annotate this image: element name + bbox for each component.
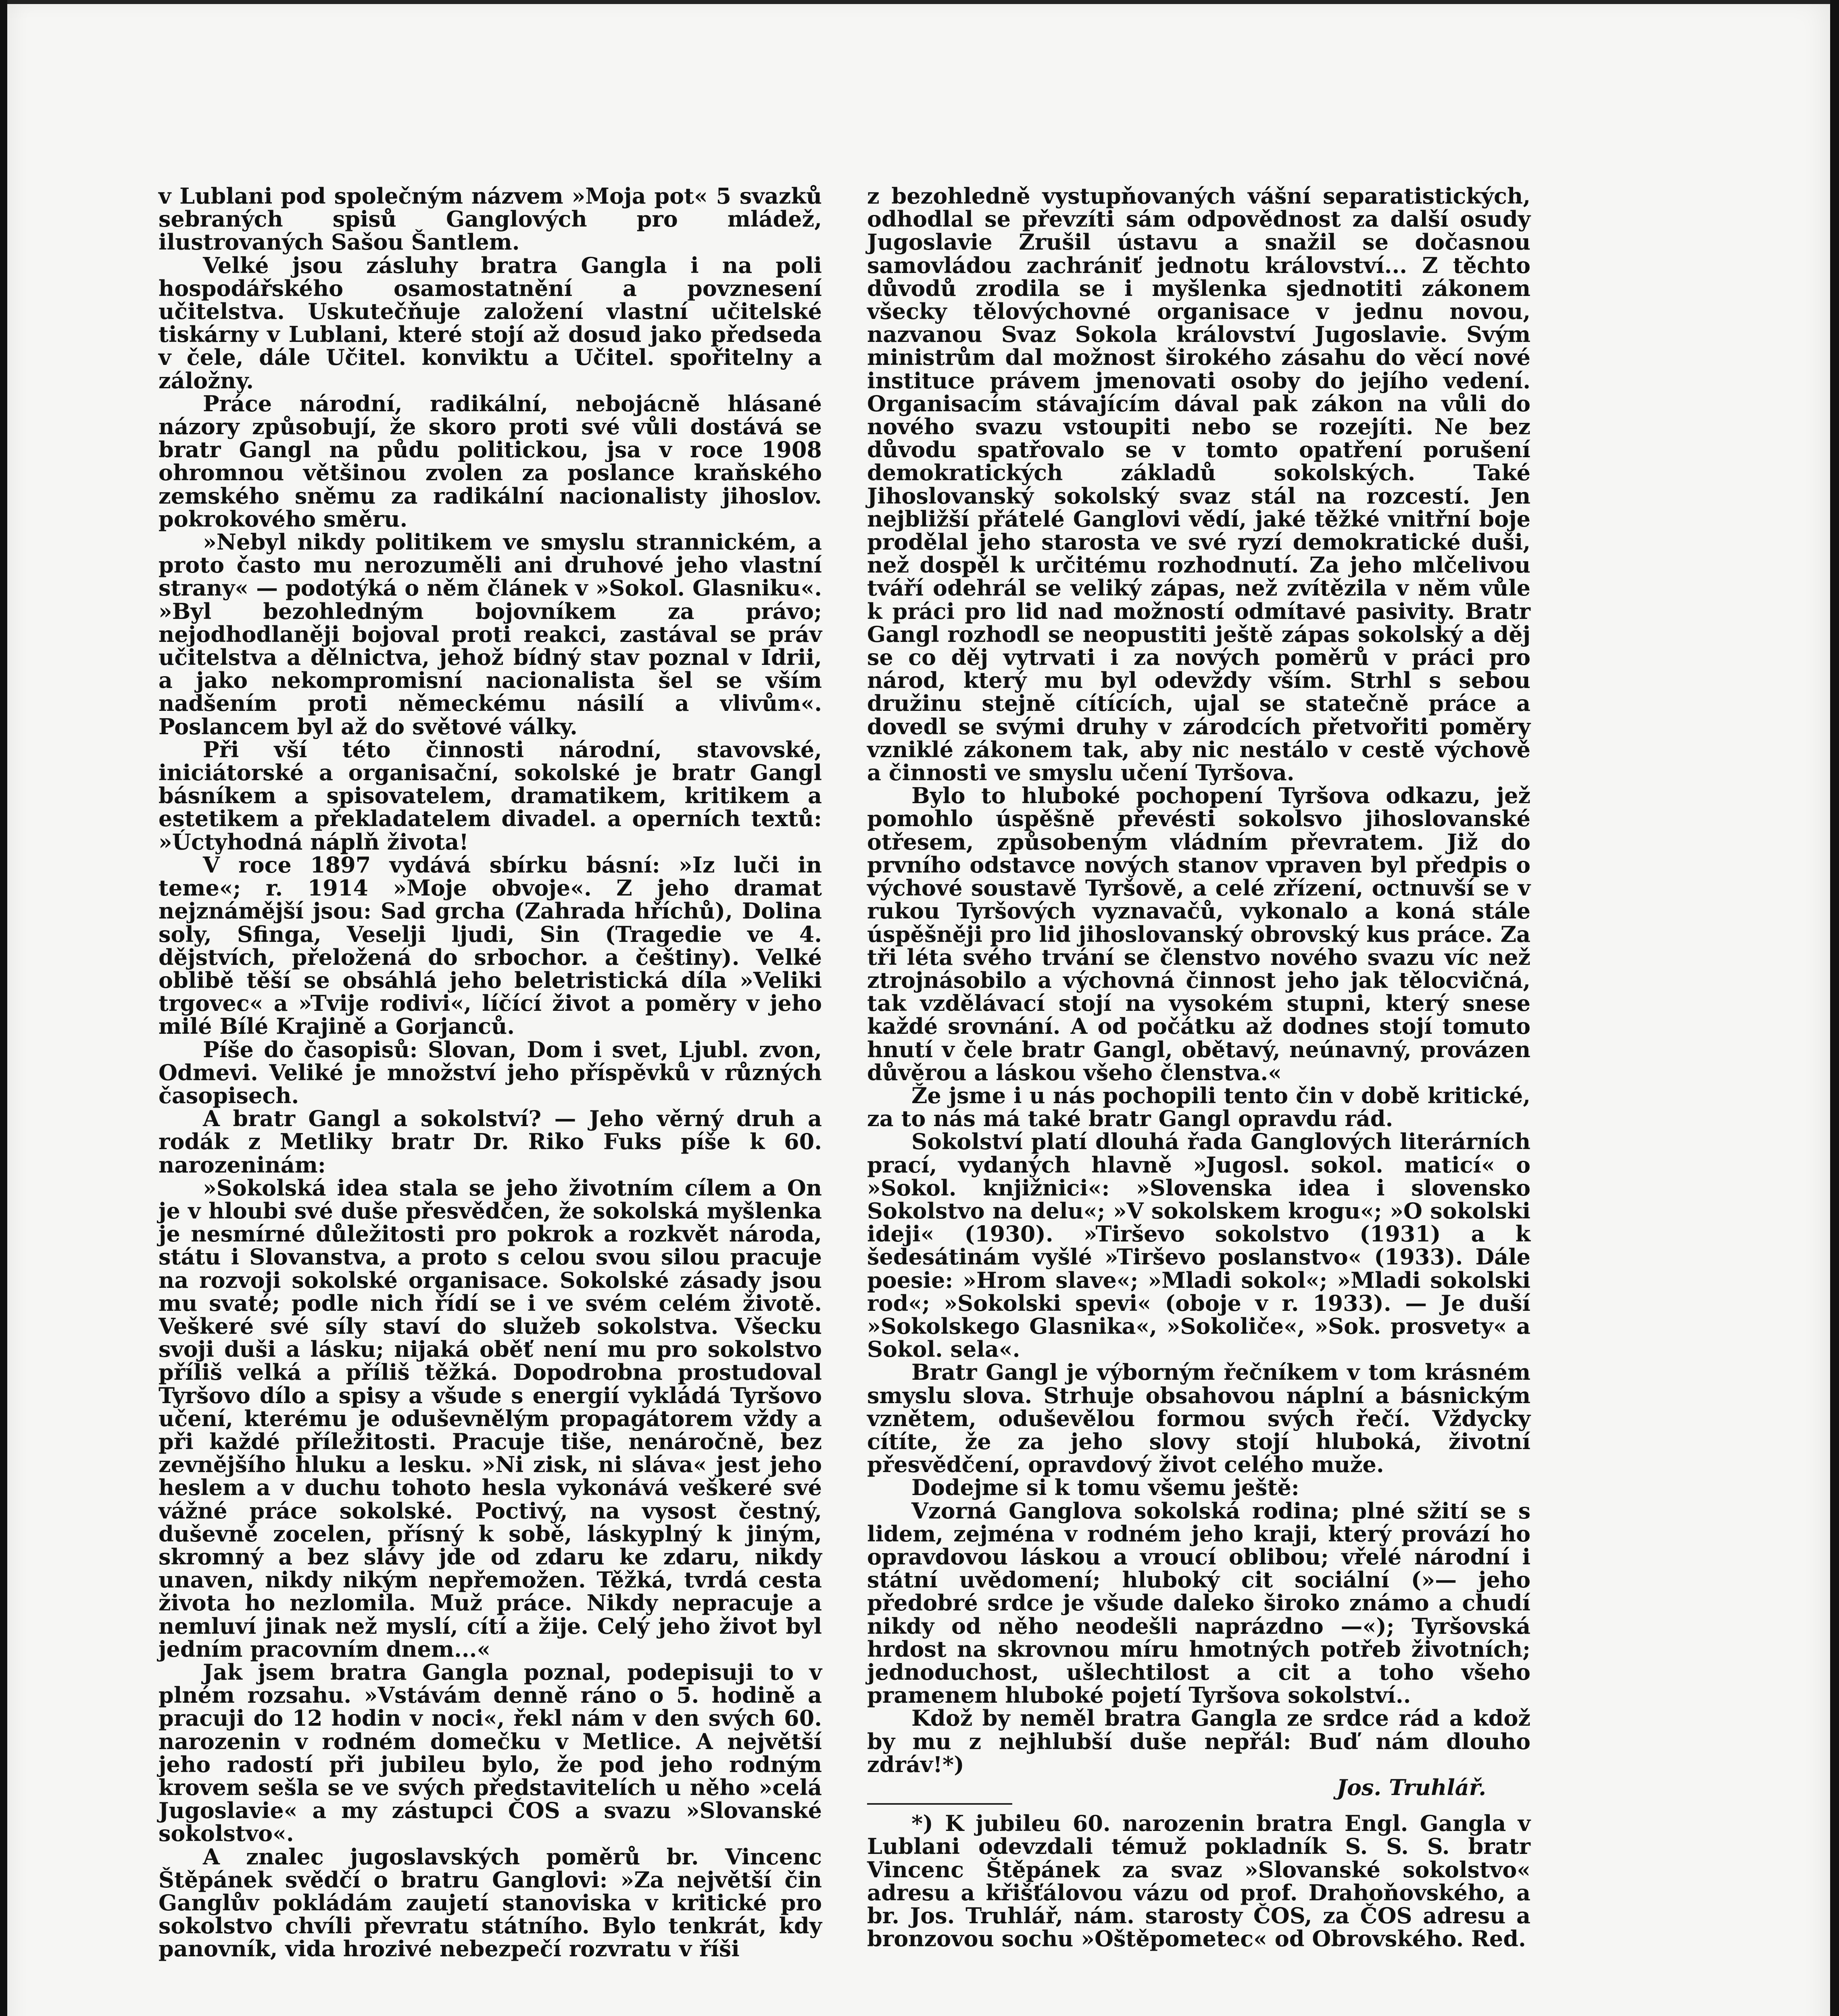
footnote: [867, 1812, 1530, 1950]
paragraph: Kdož by neměl bratra Gangla ze srdce rád a kdož by mu z nejhlubší duše nepřál: Buď nám dlouho zdráv!*): [867, 1705, 1530, 1777]
paragraph: Bylo to hluboké pochopení Tyršova odkazu, jež pomohlo úspěšně převésti sokolsvo jihoslovanské otřesem, způsobeným vládním převratem. Již do prvního odstavce nových stanov vpraven byl předpis o výchové soustavě Tyršově, a celé zřízení, octnuvší se v rukou Tyršových vyznavačů, vykonalo a koná stále úspěšněji pro lid jihoslovanský obrovský kus práce. Za tři léta svého trvání se členstvo nového svazu víc než ztrojnásobilo a výchovná činnost jeho jak tělocvičná, tak vzdělávací stojí na vysokém stupni, který snese každé srovnání. A od počátku až dodnes stojí tomuto hnutí v čele bratr Gangl, obětavý, neúnavný, provázen důvěrou a láskou všeho členstva.«: [867, 783, 1530, 1085]
paragraph: Bratr Gangl je výborným řečníkem v tom krásném smyslu slova. Strhuje obsahovou náplní a básnickým vznětem, oduševělou formou svých řečí. Vždycky cítíte, že za jeho slovy stojí hluboká, životní přesvědčení, opravdový život celého muže.: [867, 1359, 1530, 1478]
paragraph: Velké jsou zásluhy bratra Gangla i na poli hospodářského osamostatnění a povznesení učitelstva. Uskutečňuje založení vlastní učitelské tiskárny v Lublani, které stojí až dosud jako předseda v čele, dále Učitel. konviktu a Učitel. spořitelny a záložny.: [158, 252, 822, 394]
paragraph: A bratr Gangl a sokolství? — Jeho věrný druh a rodák z Metliky bratr Dr. Riko Fuks píše k 60. narozeninám:: [158, 1106, 822, 1178]
paragraph: »Nebyl nikdy politikem ve smyslu strannickém, a proto často mu nerozuměli ani druhové jeho vlastní strany« — podotýká o něm článek v »Sokol. Glasniku«. »Byl bezohledným bojovníkem za právo; nejodhodlaněji bojoval proti reakci, zastával se práv učitelstva a dělnictva, jehož bídný stav poznal v Idrii, a jako nekompromisní nacionalista šel se vším nadšením proti německému násilí a vlivům«. Poslancem byl až do světové války.: [158, 529, 822, 739]
scan-edge-right: [1830, 0, 1839, 2016]
paragraph: A znalec jugoslavských poměrů br. Vincenc Štěpánek svědčí o bratru Ganglovi: »Za největší čin Ganglův pokládám zaujetí stanoviska v kritické pro sokolstvo chvíli převratu státního. Bylo tenkrát, kdy panovník, vida hrozivé nebezpečí rozvratu v říši: [158, 1843, 822, 1962]
paragraph: z bezohledně vystupňovaných vášní separatistických, odhodlal se převzíti sám odpovědnost za další osudy Jugoslavie Zrušil ústavu a snažil se dočasnou samovládou zachrániť jednotu království... Z těchto důvodů zrodila se i myšlenka sjednotiti zákonem všecky tělovýchovné organisace v jednu novou, nazvanou Svaz Sokola království Jugoslavie. Svým ministrům dal možnost širokého zásahu do věcí nové instituce právem jmenovati osoby do jejího vedení. Organisacím stávajícím dával pak zákon na vůli do nového svazu vstoupiti nebo se rozejíti. Ne bez důvodu spatřovalo se v tomto opatření porušení demokratických základů sokolských. Také Jihoslovanský sokolský svaz stál na rozcestí. Jen nejbližší přátelé Ganglovi vědí, jaké těžké vnitřní boje prodělal jeho starosta ve své ryzí demokratické duši, než dospěl k určitému rozhodnutí. Za jeho mlčelivou tváří odehrál se veliký zápas, než zvítězila v něm vůle k práci pro lid nad možností odmítavé pasivity. Bratr Gangl rozhodl se neopustiti ještě zápas sokolský a děj se co děj vytrvati i za nových poměrů v práci pro národ, který mu byl odevždy vším. Strhl s sebou družinu stejně cítících, ujal se statečně práce a dovedl se svými druhy v zárodcích přetvořiti poměry vzniklé zákonem tak, aby nic nestálo v cestě výchově a činnosti ve smyslu učení Tyršova.: [867, 183, 1530, 786]
paragraph: Jak jsem bratra Gangla poznal, podepisuji to v plném rozsahu. »Vstávám denně ráno o 5. hodině a pracuji do 12 hodin v noci«, řekl nám v den svých 60. narozenin v rodném domečku v Metlice. A největší jeho radostí při jubileu bylo, že pod jeho rodným krovem sešla se ve svých představitelích u něho »celá Jugoslavie« a my zástupci ČOS a svazu »Slovanské sokolstvo«.: [158, 1659, 822, 1847]
signature: Jos. Truhlář.: [1337, 1774, 1486, 1801]
paragraph: Píše do časopisů: Slovan, Dom i svet, Ljubl. zvon, Odmevi. Veliké je množství jeho příspěvků v různých časopisech.: [158, 1036, 822, 1108]
footnote-text: *) K jubileu 60. narozenin bratra Engl. Gangla v Lublani odevzdali témuž pokladník S. S. S. bratr Vincenc Štěpánek za svaz »Slovanské sokolstvo« adresu a křišťálovou vázu od prof. Drahoňovského, a br. Jos. Truhlář, nám. starosty ČOS, za ČOS adresu a bronzovou sochu »Oštěpometec« od Obrovského. Red.: [867, 1810, 1530, 1952]
scan-edge-top: [0, 0, 1839, 4]
paragraph: Dodejme si k tomu všemu ještě:: [911, 1475, 1299, 1501]
paragraph: »Sokolská idea stala se jeho životním cílem a On je v hloubi své duše přesvědčen, že sokolská myšlenka je nesmírné důležitosti pro pokrok a rozkvět národa, státu i Slovanstva, a proto s celou svou silou pracuje na rozvoji sokolské organisace. Sokolské zásady jsou mu svaté; podle nich řídí se i ve svém celém životě. Veškeré své síly staví do služeb sokolstva. Všecku svoji duši a lásku; nijaká oběť není mu pro sokolstvo příliš velká a příliš těžká. Dopodrobna prostudoval Tyršovo dílo a spisy a všude s energií vykládá Tyršovo učení, kterému je oduševnělým propagátorem vždy a při každé příležitosti. Pracuje tiše, nenáročně, bez zevnějšího hluku a lesku. »Ni zisk, ni sláva« jest jeho heslem a v duchu tohoto hesla vykonává veškeré své vážné práce sokolské. Poctivý, na vysost čestný, duševně zocelen, přísný k sobě, láskyplný k jiným, skromný a bez slávy jde od zdaru ke zdaru, nikdy unaven, nikdy nikým nepřemožen. Těžká, tvrdá cesta života ho nezlomila. Muž práce. Nikdy nepracuje a nemluví jinak než myslí, cítí a žije. Celý jeho život byl jedním pracovním dnem...«: [158, 1175, 822, 1662]
paragraph: V roce 1897 vydává sbírku básní: »Iz luči in teme«; r. 1914 »Moje obvoje«. Z jeho dramat nejznámější jsou: Sad grcha (Zahrada hříchů), Dolina soly, Sfinga, Veselji ljudi, Sin (Tragedie ve 4. dějstvích, přeložená do srbochor. a češtiny). Velké oblibě těší se obsáhlá jeho beletristická díla »Veliki trgovec« a »Tvije rodivi«, líčící život a poměry v jeho milé Bílé Krajině a Gorjanců.: [158, 852, 822, 1039]
right-column: [867, 185, 1530, 1950]
paragraph: Sokolství platí dlouhá řada Ganglových literárních prací, vydaných hlavně »Jugosl. sokol. maticí« o »Sokol. knjižnici«: »Slovenska idea i slovensko Sokolstvo na delu«; »V sokolskem krogu«; »O sokolski ideji« (1930). »Tirševo sokolstvo (1931) a k šedesátinám vyšlé »Tirševo poslanstvo« (1933). Dále poesie: »Hrom slave«; »Mladi sokol«; »Mladi sokolski rod«; »Sokolski spevi« (oboje v r. 1933). — Je duší »Sokolskego Glasnika«, »Sokoliče«, »Sok. prosvety« a Sokol. sela«.: [867, 1129, 1530, 1362]
scan-edge-left: [0, 0, 7, 2016]
paragraph: Vzorná Ganglova sokolská rodina; plné sžití se s lidem, zejména v rodném jeho kraji, který provází ho opravdovou láskou a vroucí oblibou; vřelé národní i státní uvědomení; hluboký cit sociální (»— jeho předobré srdce je všude daleko široko známo a chudí nikdy od něho neodešli naprázdno —«); Tyršovská hrdost na skrovnou míru hmotných potřeb životních; jednoduchost, ušlechtilost a cit a toho všeho pramenem hluboké pojetí Tyršova sokolství..: [867, 1497, 1530, 1708]
left-column: [158, 185, 822, 1961]
paragraph: Že jsme i u nás pochopili tento čin v době kritické, za to nás má také bratr Gangl opravdu rád.: [867, 1082, 1530, 1132]
paragraph: v Lublani pod společným názvem »Moja pot« 5 svazků sebraných spisů Ganglových pro mládež, ilustrovaných Sašou Šantlem.: [158, 183, 822, 255]
footnote-divider: [867, 1803, 1012, 1805]
paragraph: Při vší této činnosti národní, stavovské, iniciátorské a organisační, sokolské je bratr Gangl básníkem a spisovatelem, dramatikem, kritikem a estetikem a překladatelem divadel. a operních textů: »Úctyhodná náplň života!: [158, 736, 822, 855]
paragraph: Práce národní, radikální, nebojácně hlásané názory způsobují, že skoro proti své vůli dostává se bratr Gangl na půdu politickou, jsa v roce 1908 ohromnou většinou zvolen za poslance kraňského zemského sněmu za radikální nacionalisty jihoslov. pokrokového směru.: [158, 390, 822, 532]
